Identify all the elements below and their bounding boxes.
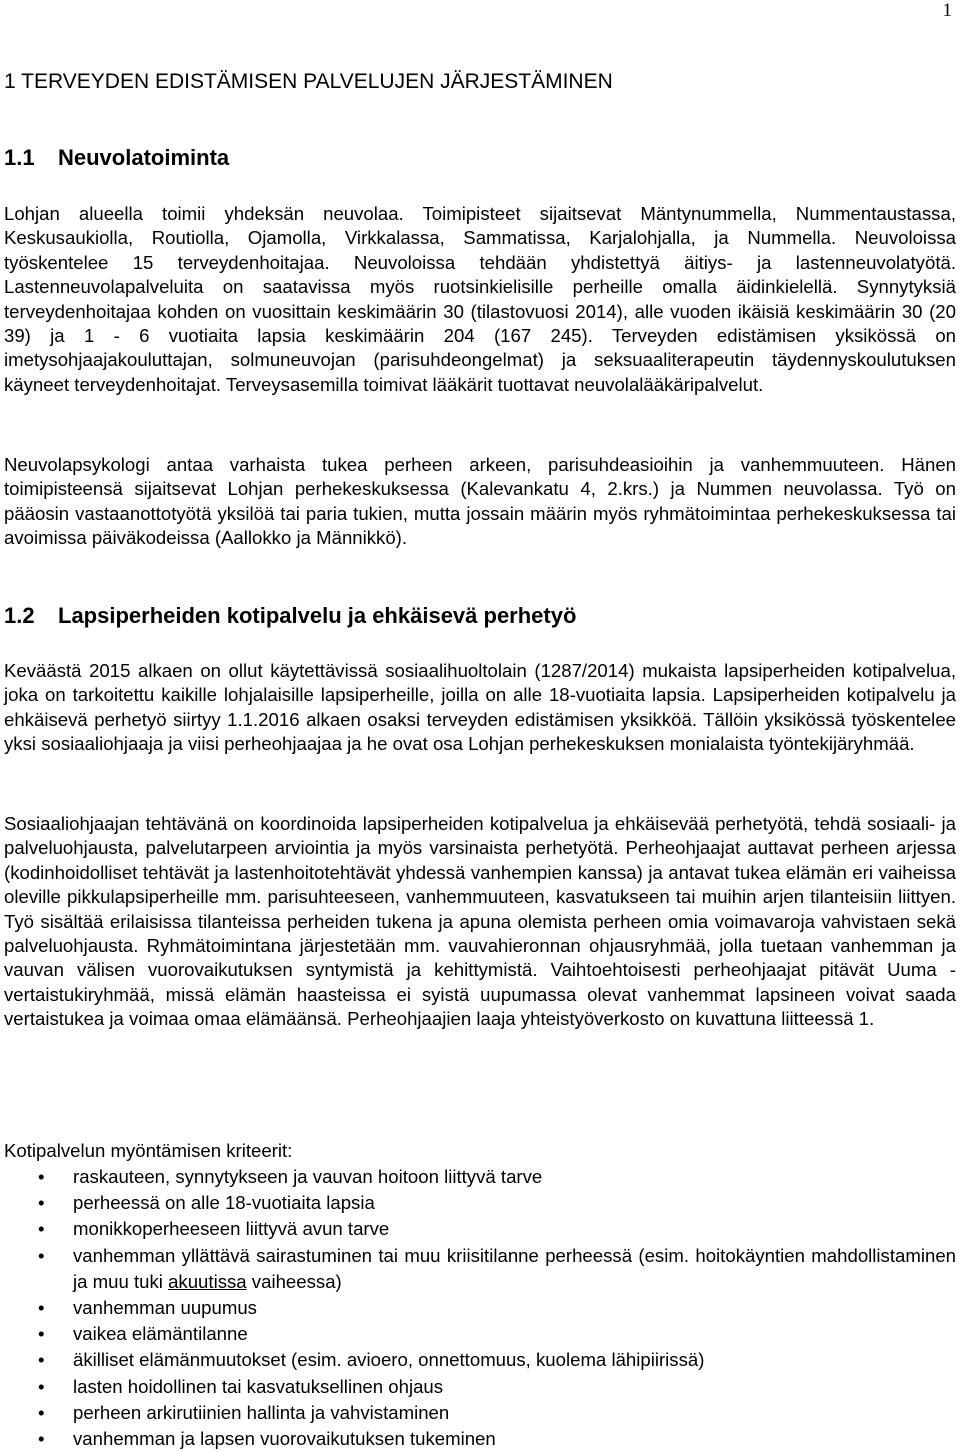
list-item bbox=[0, 1243, 956, 1295]
section-heading-neuvolatoiminta bbox=[4, 145, 229, 171]
bullet-icon: • bbox=[38, 1244, 45, 1266]
list-item-text: vanhemman yllättävä sairastuminen tai muu kriisitilanne perheessä (esim. hoitokäyntien mahdollistaminen ja muu tuki bbox=[73, 1244, 956, 1292]
page-number: 1 bbox=[942, 0, 952, 21]
list-item bbox=[0, 1190, 956, 1216]
list-item-text: äkilliset elämänmuutokset (esim. avioero, onnettomuus, kuolema lähipiirissä) bbox=[73, 1349, 705, 1371]
bullet-icon: • bbox=[38, 1349, 45, 1371]
section-heading-kotipalvelu bbox=[4, 603, 576, 629]
list-item-text: lasten hoidollinen tai kasvatuksellinen ohjaus bbox=[73, 1375, 444, 1397]
chapter-heading: 1 TERVEYDEN EDISTÄMISEN PALVELUJEN JÄRJESTÄMINEN bbox=[4, 70, 613, 93]
criteria-list bbox=[0, 1164, 956, 1452]
paragraph-neuvolapsykologi: Neuvolapsykologi antaa varhaista tukea perheen arkeen, parisuhdeasioihin ja vanhemmuuteen. Hänen toimipisteensä sijaitsevat Lohjan perhekeskuksessa (Kalevankatu 4, 2.krs.) ja Nummen neuvolassa. Työ on pääosin vastaanottotyötä yksilöä tai paria tukien, mutta jossain määrin myös ryhmätoimintaa perhekeskuksessa tai avoimissa päiväkodeissa (Aallokko ja Männikkö). bbox=[4, 454, 956, 549]
list-item bbox=[0, 1164, 956, 1190]
section-number: 1.2 bbox=[4, 603, 35, 628]
list-item-text: perheessä on alle 18-vuotiaita lapsia bbox=[73, 1192, 375, 1214]
list-item-text: perheen arkirutiinien hallinta ja vahvistaminen bbox=[73, 1401, 450, 1423]
section-number: 1.1 bbox=[4, 145, 35, 170]
bullet-icon: • bbox=[38, 1192, 45, 1214]
list-item bbox=[0, 1374, 956, 1400]
list-item bbox=[0, 1216, 956, 1242]
bullet-icon: • bbox=[38, 1401, 45, 1423]
bullet-icon: • bbox=[38, 1375, 45, 1397]
list-item bbox=[0, 1295, 956, 1321]
bullet-icon: • bbox=[38, 1323, 45, 1345]
list-item-text: vanhemman uupumus bbox=[73, 1297, 257, 1319]
list-item bbox=[0, 1347, 956, 1373]
list-item bbox=[0, 1426, 956, 1452]
list-item bbox=[0, 1400, 956, 1426]
list-item-text-end: vaiheessa) bbox=[246, 1270, 342, 1292]
bullet-icon: • bbox=[38, 1297, 45, 1319]
list-item-text: vanhemman ja lapsen vuorovaikutuksen tukeminen bbox=[73, 1428, 496, 1450]
underlined-word: akuutissa bbox=[168, 1270, 247, 1292]
paragraph-sosiaaliohjaaja: Sosiaaliohjaajan tehtävänä on koordinoida lapsiperheiden kotipalvelua ja ehkäisevää perhetyötä, tehdä sosiaali- ja palveluohjausta, palvelutarpeen arviointia ja myös varsinaista perhetyötä. Perheohjaajat auttavat perheen arjessa (kodinhoidolliset tehtävät ja lastenhoitotehtävät yhdessä vanhempien kanssa) ja antavat tukea elämän eri vaiheissa oleville pikkulapsiperheille mm. parisuhteeseen, vanhemmuuteen, kasvatukseen tai muihin arjen tilanteisiin liittyen. Työ sisältää erilaisissa tilanteissa perheiden tukena ja apuna olemista perheen omia voimavaroja vahvistaen sekä palveluohjausta. Ryhmätoimintana järjestetään mm. vauvahieronnan ohjausryhmää, jolla tuetaan vanhemman ja vauvan välisen vuorovaikutuksen syntymistä ja kehittymistä. Vaihtoehtoisesti perheohjaajat pitävät Uuma - vertaistukiryhmää, missä elämän haasteissa ei syistä uupumassa olevat vanhemmat lapsineen voivat saada vertaistukea ja voimaa omaa elämäänsä. Perheohjaajien laaja yhteistyöverkosto on kuvattuna liitteessä 1. bbox=[4, 813, 956, 1030]
paragraph-kotipalvelu: Keväästä 2015 alkaen on ollut käytettävissä sosiaalihuoltolain (1287/2014) mukaista lapsiperheiden kotipalvelua, joka on tarkoitettu kaikille lohjalaisille lapsiperheille, joilla on alle 18-vuotiaita lapsia. Lapsiperheiden kotipalvelu ja ehkäisevä perhetyö siirtyy 1.1.2016 alkaen osaksi terveyden edistämisen yksikköä. Tällöin yksikössä työskentelee yksi sosiaaliohjaaja ja viisi perheohjaajaa ja he ovat osa Lohjan perhekeskuksen monialaista työntekijäryhmää. bbox=[4, 660, 956, 755]
list-item-text: raskauteen, synnytykseen ja vauvan hoitoon liittyvä tarve bbox=[73, 1166, 543, 1187]
bullet-icon: • bbox=[38, 1428, 45, 1450]
paragraph-neuvolat: Lohjan alueella toimii yhdeksän neuvolaa. Toimipisteet sijaitsevat Mäntynummella, Nummentaustassa, Keskusaukiolla, Routiolla, Ojamolla, Virkkalassa, Sammatissa, Karjalohjalla, ja Nummella. Neuvoloissa työskentelee 15 terveydenhoitajaa. Neuvoloissa tehdään yhdistettyä äitiys- ja lastenneuvolatyötä. Lastenneuvolapalveluita on saatavissa myös ruotsinkielisille perheille omalla äidinkielellä. Synnytyksiä terveydenhoitajaa kohden on vuosittain keskimäärin 30 (tilastovuosi 2014), alle vuoden ikäisiä keskimäärin 30 (20 39) ja 1 - 6 vuotiaita lapsia keskimäärin 204 (167 245). Terveyden edistämisen yksikössä on imetysohjaajakouluttajan, solmuneuvojan (parisuhdeongelmat) ja seksuaaliterapeutin täydennyskoulutuksen käyneet terveydenhoitajat. Terveysasemilla toimivat lääkärit tuottavat neuvolalääkäripalvelut. bbox=[4, 203, 956, 395]
section-title: Lapsiperheiden kotipalvelu ja ehkäisevä perhetyö bbox=[58, 603, 577, 628]
list-item-text: monikkoperheeseen liittyvä avun tarve bbox=[73, 1218, 390, 1240]
list-item-text: vaikea elämäntilanne bbox=[73, 1323, 248, 1345]
section-title: Neuvolatoiminta bbox=[58, 145, 230, 170]
bullet-icon: • bbox=[38, 1218, 45, 1240]
bullet-icon: • bbox=[38, 1166, 45, 1187]
list-item bbox=[0, 1321, 956, 1347]
criteria-label: Kotipalvelun myöntämisen kriteerit: bbox=[4, 1140, 293, 1161]
